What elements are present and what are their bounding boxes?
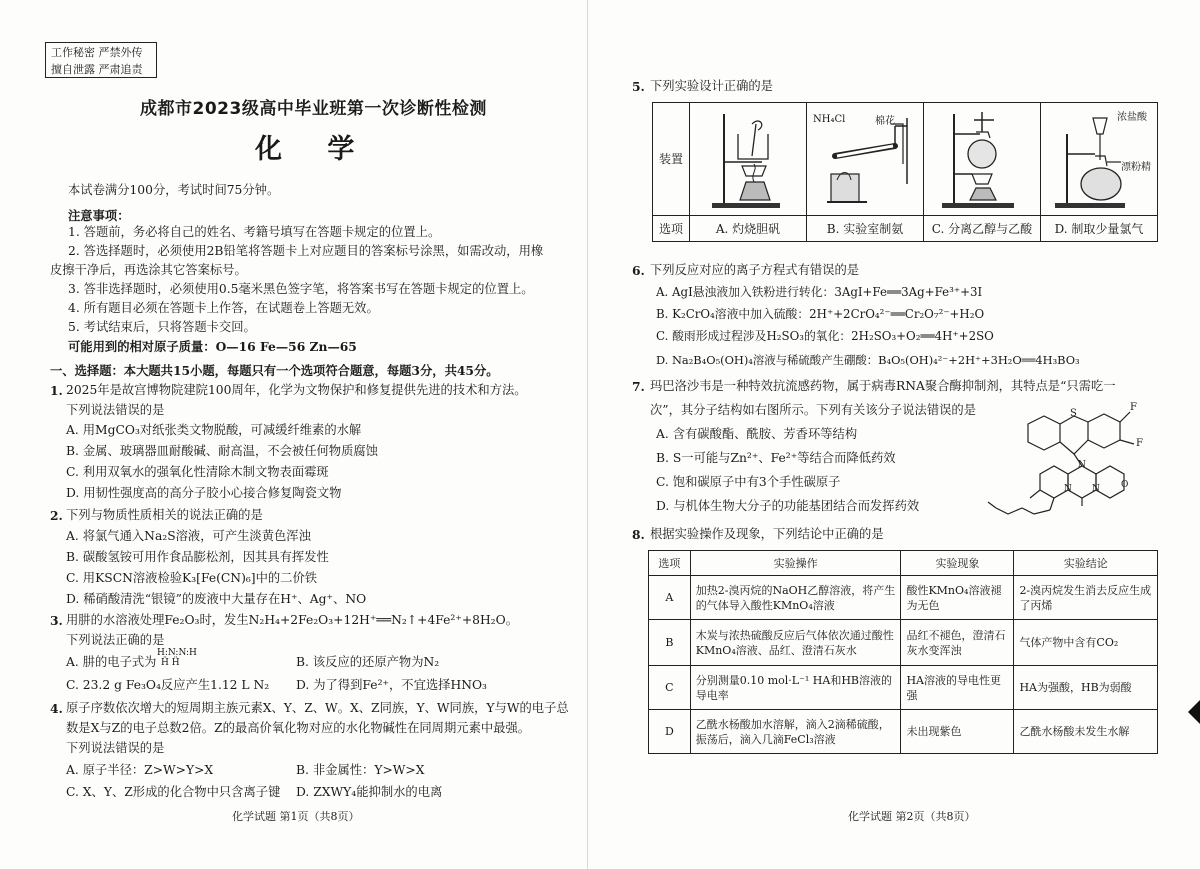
- q4-option-a: A. 原子半径：Z>W>Y>X: [66, 763, 214, 777]
- q6-option-a: A. AgI悬浊液加入铁粉进行转化：3AgI+Fe══3Ag+Fe³⁺+3I: [656, 285, 983, 299]
- q6-number: 6.: [632, 263, 645, 278]
- q7-stem-2: 次”，其分子结构如右图所示。下列有关该分子说法错误的是: [650, 403, 977, 417]
- q1-option-c: C. 利用双氧水的强氧化性清除木制文物表面霉斑: [66, 465, 329, 479]
- label-bleach: 漂粉精: [1121, 161, 1151, 173]
- q4-stem: 原子序数依次增大的短周期主族元素X、Y、Z、W。X、Z同族，Y、W同族，Y与W的电子总: [66, 701, 569, 715]
- apparatus-c-drawing: [924, 104, 1040, 214]
- atomic-mass: 可能用到的相对原子质量：O—16 Fe—56 Zn—65: [68, 339, 357, 354]
- q7-option-c: C. 饱和碳原子中有3个手性碳原子: [656, 475, 841, 489]
- row-d-operation: 乙酰水杨酸加水溶解，滴入2滴稀硫酸，振荡后，滴入几滴FeCl₃溶液: [690, 710, 901, 754]
- molecule-label-f2: F: [1136, 438, 1143, 449]
- row-c-option: C: [649, 666, 691, 710]
- q7-option-a: A. 含有碳酸酯、酰胺、芳香环等结构: [656, 427, 858, 441]
- q5-option-a: A. 灼烧胆矾: [690, 215, 807, 241]
- molecule-label-f1: F: [1130, 402, 1137, 413]
- q3-option-d: D. 为了得到Fe²⁺，不宜选择HNO₃: [296, 678, 487, 692]
- row-a-phenomenon: 酸性KMnO₄溶液褪为无色: [901, 576, 1014, 620]
- apparatus-table: [652, 102, 1158, 242]
- q5-option-c: C. 分离乙醇与乙酸: [924, 215, 1041, 241]
- table-row: [649, 576, 1158, 620]
- row-b-option: B: [649, 620, 691, 666]
- q2-option-d: D. 稀硝酸清洗“银镜”的废液中大量存在H⁺、Ag⁺、NO: [66, 592, 367, 606]
- q2-option-c: C. 用KSCN溶液检验K₃[Fe(CN)₆]中的二价铁: [66, 571, 318, 585]
- note-2: 2. 答选择题时，必须使用2B铅笔将答题卡上对应题目的答案标号涂黑，如需改动，用橡: [68, 244, 544, 258]
- stamp-line-1: 工作秘密 严禁外传: [51, 46, 143, 59]
- note-5: 5. 考试结束后，只将答题卡交回。: [68, 320, 256, 334]
- q5-stem: 下列实验设计正确的是: [650, 79, 773, 93]
- note-2-cont: 皮擦干净后，再选涂其它答案标号。: [50, 263, 247, 277]
- q2-number: 2.: [50, 508, 63, 523]
- q1-option-a: A. 用MgCO₃对纸张类文物脱酸，可减缓纤维素的水解: [66, 423, 362, 437]
- page-1: [0, 0, 580, 869]
- q7-option-b: B. S一可能与Zn²⁺、Fe²⁺等结合而降低药效: [656, 451, 896, 465]
- header-option: 选项: [649, 551, 691, 576]
- subject-title: 化 学: [255, 134, 373, 165]
- q2-option-b: B. 碳酸氢铵可用作食品膨松剂，因其具有挥发性: [66, 550, 329, 564]
- experiment-table: [648, 550, 1158, 754]
- q1-stem: 2025年是故宫博物院建院100周年，化学为文物保护和修复提供先进的技术和方法。: [66, 383, 527, 397]
- molecule-label-n1: N: [1078, 460, 1086, 470]
- hydrazine-formula-bottom: Ḧ Ḧ: [161, 658, 180, 668]
- row-c-operation: 分别测量0.10 mol·L⁻¹ HA和HB溶液的导电率: [690, 666, 901, 710]
- page-1-footer: 化学试题 第1页（共8页）: [232, 810, 360, 823]
- q1-option-d: D. 用韧性强度高的高分子胶小心接合修复陶瓷文物: [66, 486, 342, 500]
- row-d-option: D: [649, 710, 691, 754]
- page-fold: [587, 0, 588, 869]
- notes-heading: 注意事项：: [68, 208, 130, 223]
- q7-stem: 玛巴洛沙韦是一种特效抗流感药物，属于病毒RNA聚合酶抑制剂，其特点是“只需吃一: [650, 379, 1116, 393]
- apparatus-d: [1041, 103, 1158, 216]
- q3-stem-2: 下列说法正确的是: [66, 633, 165, 647]
- q5-option-b: B. 实验室制氨: [807, 215, 924, 241]
- q2-stem: 下列与物质性质相关的说法正确的是: [66, 508, 263, 522]
- q6-option-d: D. Na₂B₄O₅(OH)₄溶液与稀硫酸产生硼酸：B₄O₅(OH)₄²⁻+2H⁺+3H₂O══4H₃BO₃: [656, 353, 1080, 367]
- row-c-conclusion: HA为强酸，HB为弱酸: [1014, 666, 1158, 710]
- apparatus-a: [690, 103, 807, 216]
- row-a-conclusion: 2-溴丙烷发生消去反应生成了丙烯: [1014, 576, 1158, 620]
- q4-stem-3: 下列说法错误的是: [66, 741, 165, 755]
- q4-option-d: D. ZXWY₄能抑制水的电离: [296, 785, 443, 799]
- row-a-option: A: [649, 576, 691, 620]
- q4-option-b: B. 非金属性：Y>W>X: [296, 763, 425, 777]
- row-b-conclusion: 气体产物中含有CO₂: [1014, 620, 1158, 666]
- label-nh4cl: NH₄Cl: [813, 113, 846, 125]
- row-d-conclusion: 乙酰水杨酸未发生水解: [1014, 710, 1158, 754]
- q1-number: 1.: [50, 383, 63, 398]
- confidential-stamp: [45, 42, 157, 78]
- q4-number: 4.: [50, 701, 63, 716]
- note-1: 1. 答题前，务必将自己的姓名、考籍号填写在答题卡规定的位置上。: [68, 225, 441, 239]
- note-4: 4. 所有题目必须在答题卡上作答，在试题卷上答题无效。: [68, 301, 379, 315]
- table-row: [649, 666, 1158, 710]
- option-row-label: 选项: [653, 215, 690, 241]
- row-c-phenomenon: HA溶液的导电性更强: [901, 666, 1014, 710]
- q8-stem: 根据实验操作及现象，下列结论中正确的是: [650, 527, 884, 541]
- row-a-operation: 加热2-溴丙烷的NaOH乙醇溶液，将产生的气体导入酸性KMnO₄溶液: [690, 576, 901, 620]
- intro-text: 本试卷满分100分，考试时间75分钟。: [68, 183, 280, 197]
- table-row: [649, 620, 1158, 666]
- apparatus-row-label: 装置: [653, 103, 690, 216]
- stamp-line-2: 擅自泄露 严肃追责: [51, 63, 143, 76]
- q6-option-b: B. K₂CrO₄溶液中加入硫酸：2H⁺+2CrO₄²⁻══Cr₂O₇²⁻+H₂O: [656, 307, 985, 321]
- page-2-footer: 化学试题 第2页（共8页）: [848, 810, 976, 823]
- q5-number: 5.: [632, 79, 645, 94]
- apparatus-a-drawing: [690, 104, 806, 214]
- apparatus-c: [924, 103, 1041, 216]
- q5-option-d: D. 制取少量氯气: [1041, 215, 1158, 241]
- q8-number: 8.: [632, 527, 645, 542]
- q3-stem: 用肼的水溶液处理Fe₂O₃时，发生N₂H₄+2Fe₂O₃+12H⁺══N₂↑+4Fe²⁺+8H₂O。: [66, 613, 518, 627]
- q1-option-b: B. 金属、玻璃器皿耐酸碱、耐高温，不会被任何物质腐蚀: [66, 444, 378, 458]
- label-conc-hcl: 浓盐酸: [1117, 111, 1147, 123]
- q6-stem: 下列反应对应的离子方程式有错误的是: [650, 263, 860, 277]
- note-3: 3. 答非选择题时，必须使用0.5毫米黑色签字笔，将答案书写在答题卡规定的位置上。: [68, 282, 534, 296]
- next-page-arrow-icon[interactable]: [1188, 700, 1200, 724]
- table-row: [649, 710, 1158, 754]
- q1-stem-2: 下列说法错误的是: [66, 403, 165, 417]
- q2-option-a: A. 将氯气通入Na₂S溶液，可产生淡黄色浑浊: [66, 529, 311, 543]
- q3-number: 3.: [50, 613, 63, 628]
- row-b-operation: 木炭与浓热硫酸反应后气体依次通过酸性KMnO₄溶液、品红、澄清石灰水: [690, 620, 901, 666]
- molecule-label-s: S: [1070, 408, 1077, 419]
- q3-option-a: A. 肼的电子式为: [66, 655, 157, 669]
- section-1-heading: 一、选择题：本大题共15小题，每题只有一个选项符合题意，每题3分，共45分。: [50, 363, 499, 378]
- q6-option-c: C. 酸雨形成过程涉及H₂SO₃的氧化：2H₂SO₃+O₂══4H⁺+2SO: [656, 329, 994, 343]
- baloxavir-structure: [978, 402, 1178, 530]
- row-b-phenomenon: 品红不褪色，澄清石灰水变浑浊: [901, 620, 1014, 666]
- q7-number: 7.: [632, 379, 645, 394]
- q4-stem-2: 数是X与Z的电子总数2倍。Z的最高价氧化物对应的水化物碱性在同周期元素中最强。: [66, 721, 531, 735]
- q3-option-c: C. 23.2 g Fe₃O₄反应产生1.12 L N₂: [66, 678, 270, 692]
- hydrazine-formula-top: H:N:N:H: [157, 648, 197, 658]
- header-phenomenon: 实验现象: [901, 551, 1014, 576]
- molecule-label-o: O: [1121, 480, 1129, 490]
- q3-option-b: B. 该反应的还原产物为N₂: [296, 655, 440, 669]
- exam-title: 成都市2023级高中毕业班第一次诊断性检测: [140, 99, 487, 119]
- apparatus-b: [807, 103, 924, 216]
- molecule-label-n3: N: [1064, 484, 1072, 494]
- row-d-phenomenon: 未出现紫色: [901, 710, 1014, 754]
- q7-option-d: D. 与机体生物大分子的功能基团结合而发挥药效: [656, 499, 920, 513]
- header-conclusion: 实验结论: [1014, 551, 1158, 576]
- q4-option-c: C. X、Y、Z形成的化合物中只含离子键: [66, 785, 281, 799]
- header-operation: 实验操作: [690, 551, 901, 576]
- label-cotton: 棉花: [875, 115, 895, 127]
- molecule-label-n2: N: [1092, 484, 1100, 494]
